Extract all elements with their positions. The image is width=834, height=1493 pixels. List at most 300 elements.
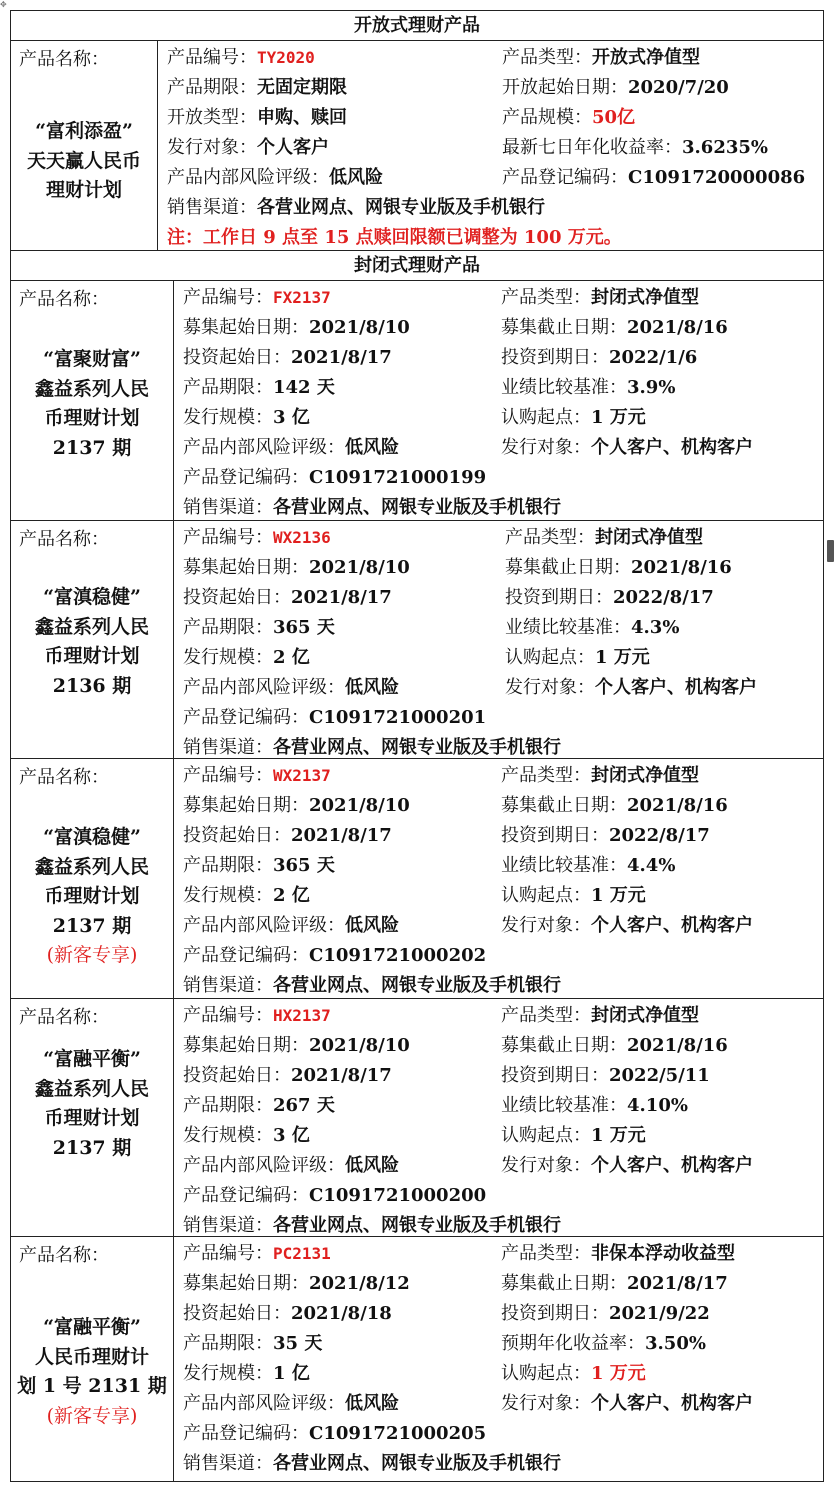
detail-field bbox=[183, 971, 561, 998]
field-value: 1 万元 bbox=[591, 1125, 646, 1146]
product-name-line: 币理财计划 bbox=[44, 645, 140, 667]
detail-field bbox=[183, 703, 486, 733]
product-name-line: 人民币理财计 bbox=[34, 1345, 149, 1368]
field-value: 低风险 bbox=[345, 1393, 399, 1414]
detail-row bbox=[183, 1299, 823, 1329]
detail-field bbox=[167, 73, 347, 103]
field-value: C1091721000200 bbox=[309, 1185, 487, 1206]
field-value: 267 天 bbox=[273, 1095, 335, 1116]
detail-field bbox=[183, 851, 335, 881]
detail-field bbox=[183, 1151, 399, 1181]
field-label: 产品内部风险评级： bbox=[183, 915, 345, 936]
detail-row bbox=[183, 911, 823, 941]
field-value: 142 天 bbox=[273, 377, 335, 398]
field-value: TY2020 bbox=[257, 48, 315, 67]
detail-field bbox=[167, 133, 329, 163]
detail-field bbox=[183, 1269, 410, 1299]
field-label: 产品登记编码： bbox=[183, 707, 309, 728]
closed-product-block bbox=[10, 758, 824, 999]
product-name-label: 产品名称： bbox=[19, 767, 109, 788]
detail-field bbox=[183, 911, 399, 941]
detail-field bbox=[183, 523, 331, 553]
detail-field bbox=[501, 1001, 699, 1031]
product-details-cell bbox=[173, 759, 823, 998]
field-value: 50亿 bbox=[592, 107, 636, 128]
field-value: 2022/8/17 bbox=[613, 587, 714, 608]
detail-row bbox=[183, 433, 823, 463]
detail-row bbox=[183, 941, 823, 971]
field-label: 产品编号： bbox=[183, 1005, 273, 1026]
detail-row bbox=[183, 1181, 823, 1211]
detail-field bbox=[502, 43, 700, 73]
field-label: 产品期限： bbox=[183, 617, 273, 638]
detail-row bbox=[183, 1359, 823, 1389]
closed-section-title: 封闭式理财产品 bbox=[10, 250, 824, 281]
detail-field bbox=[501, 283, 699, 313]
redemption-limit-note: 注：工作日 9 点至 15 点赎回限额已调整为 100 万元。 bbox=[167, 227, 622, 248]
field-value: 开放式净值型 bbox=[592, 47, 700, 68]
detail-row bbox=[183, 1389, 823, 1419]
detail-field bbox=[183, 313, 410, 343]
field-value: WX2136 bbox=[273, 528, 331, 547]
field-value: 4.4% bbox=[627, 855, 676, 876]
product-name-label: 产品名称： bbox=[19, 1007, 109, 1028]
field-label: 发行对象： bbox=[501, 915, 591, 936]
field-value: 3.6235% bbox=[682, 137, 768, 158]
field-value: 2021/8/16 bbox=[631, 557, 732, 578]
field-label: 产品类型： bbox=[505, 527, 595, 548]
product-name-line: “富融平衡” bbox=[43, 1316, 141, 1338]
product-name-cell bbox=[11, 41, 158, 250]
field-value: 1 万元 bbox=[595, 647, 650, 668]
move-handle-icon[interactable]: ✥ bbox=[0, 0, 7, 9]
field-label: 开放类型： bbox=[167, 107, 257, 128]
detail-field bbox=[183, 493, 561, 520]
field-label: 开放起始日期： bbox=[502, 77, 628, 98]
detail-row bbox=[183, 403, 823, 433]
field-label: 产品编号： bbox=[183, 287, 273, 308]
field-label: 产品内部风险评级： bbox=[183, 677, 345, 698]
product-name-label: 产品名称： bbox=[19, 529, 109, 550]
detail-row bbox=[167, 73, 823, 103]
field-label: 预期年化收益率： bbox=[501, 1333, 645, 1354]
detail-field bbox=[501, 1359, 646, 1389]
product-name-cell bbox=[11, 521, 174, 758]
field-value: 无固定期限 bbox=[257, 77, 347, 98]
field-value: 封闭式净值型 bbox=[595, 527, 703, 548]
field-value: 1 万元 bbox=[591, 407, 646, 428]
detail-field bbox=[183, 1211, 561, 1236]
field-label: 产品内部风险评级： bbox=[183, 437, 345, 458]
detail-field bbox=[167, 163, 383, 193]
field-label: 募集截止日期： bbox=[501, 1273, 627, 1294]
detail-field bbox=[505, 673, 757, 703]
detail-field bbox=[183, 1121, 310, 1151]
detail-field bbox=[502, 163, 805, 193]
detail-field bbox=[501, 1091, 688, 1121]
detail-field bbox=[183, 553, 410, 583]
field-label: 产品内部风险评级： bbox=[183, 1393, 345, 1414]
field-label: 产品编号： bbox=[167, 47, 257, 68]
product-name-label: 产品名称： bbox=[19, 1245, 109, 1266]
field-value: WX2137 bbox=[273, 766, 331, 785]
field-value: 2021/9/22 bbox=[609, 1303, 710, 1324]
detail-row bbox=[183, 1151, 823, 1181]
detail-row bbox=[183, 373, 823, 403]
field-label: 产品类型： bbox=[501, 765, 591, 786]
detail-row bbox=[183, 881, 823, 911]
detail-row bbox=[183, 971, 823, 998]
field-label: 业绩比较基准： bbox=[501, 855, 627, 876]
detail-row bbox=[183, 463, 823, 493]
field-value: 2021/8/17 bbox=[291, 587, 392, 608]
field-value: C1091721000201 bbox=[309, 707, 487, 728]
field-value: 1 万元 bbox=[591, 1363, 646, 1384]
detail-field bbox=[501, 1121, 646, 1151]
field-label: 销售渠道： bbox=[183, 975, 273, 996]
detail-field bbox=[501, 851, 675, 881]
field-value: 非保本浮动收益型 bbox=[591, 1243, 735, 1264]
product-name-line: 理财计划 bbox=[45, 179, 122, 201]
field-label: 发行规模： bbox=[183, 407, 273, 428]
detail-row bbox=[183, 703, 823, 733]
field-label: 产品编号： bbox=[183, 527, 273, 548]
detail-field bbox=[501, 1329, 706, 1359]
detail-row bbox=[183, 1449, 823, 1479]
product-name-line: “富利添盈” bbox=[35, 120, 133, 142]
field-label: 认购起点： bbox=[501, 1363, 591, 1384]
field-label: 发行规模： bbox=[183, 885, 273, 906]
detail-field bbox=[183, 821, 392, 851]
detail-field bbox=[167, 43, 315, 73]
field-label: 募集起始日期： bbox=[183, 1273, 309, 1294]
field-label: 发行对象： bbox=[505, 677, 595, 698]
field-label: 认购起点： bbox=[505, 647, 595, 668]
field-label: 产品内部风险评级： bbox=[183, 1155, 345, 1176]
detail-field bbox=[501, 761, 699, 791]
field-label: 发行对象： bbox=[501, 1393, 591, 1414]
field-value: 低风险 bbox=[345, 1155, 399, 1176]
field-value: 2021/8/18 bbox=[291, 1303, 392, 1324]
detail-field bbox=[505, 643, 650, 673]
detail-row bbox=[183, 791, 823, 821]
field-label: 产品登记编码： bbox=[183, 1185, 309, 1206]
field-value: 2021/8/17 bbox=[291, 825, 392, 846]
field-label: 发行对象： bbox=[167, 137, 257, 158]
detail-field bbox=[505, 583, 714, 613]
field-label: 产品登记编码： bbox=[183, 1423, 309, 1444]
product-name-line: 币理财计划 bbox=[44, 885, 140, 907]
detail-field bbox=[183, 643, 310, 673]
product-name-cell bbox=[11, 759, 174, 998]
field-value: 各营业网点、网银专业版及手机银行 bbox=[273, 1453, 561, 1474]
field-label: 销售渠道： bbox=[183, 1453, 273, 1474]
detail-field bbox=[501, 1239, 735, 1269]
field-label: 业绩比较基准： bbox=[501, 1095, 627, 1116]
field-label: 销售渠道： bbox=[167, 197, 257, 218]
detail-field bbox=[501, 373, 675, 403]
field-value: 365 天 bbox=[273, 855, 335, 876]
detail-field bbox=[183, 1091, 335, 1121]
detail-row bbox=[183, 1269, 823, 1299]
field-value: 申购、赎回 bbox=[257, 107, 347, 128]
field-value: 2021/8/16 bbox=[627, 317, 728, 338]
detail-row bbox=[183, 613, 823, 643]
detail-field bbox=[183, 881, 310, 911]
detail-row bbox=[183, 851, 823, 881]
detail-field bbox=[183, 373, 335, 403]
field-label: 产品期限： bbox=[183, 855, 273, 876]
product-name-line: 天天赢人民币 bbox=[26, 149, 141, 172]
detail-row bbox=[183, 1061, 823, 1091]
field-value: 3.50% bbox=[645, 1333, 706, 1354]
detail-row bbox=[183, 283, 823, 313]
field-value: 4.3% bbox=[631, 617, 680, 638]
detail-field bbox=[501, 1389, 753, 1419]
detail-row bbox=[183, 761, 823, 791]
field-label: 投资到期日： bbox=[501, 825, 609, 846]
field-value: 2022/8/17 bbox=[609, 825, 710, 846]
field-label: 投资到期日： bbox=[501, 1303, 609, 1324]
field-value: 低风险 bbox=[345, 915, 399, 936]
detail-field bbox=[183, 1329, 322, 1359]
detail-row bbox=[183, 343, 823, 373]
field-label: 募集起始日期： bbox=[183, 795, 309, 816]
detail-row bbox=[183, 553, 823, 583]
detail-row bbox=[183, 673, 823, 703]
field-value: 各营业网点、网银专业版及手机银行 bbox=[257, 197, 545, 218]
detail-field bbox=[501, 313, 728, 343]
field-value: C1091721000202 bbox=[309, 945, 487, 966]
field-value: HX2137 bbox=[273, 1006, 331, 1025]
field-value: 1 亿 bbox=[273, 1363, 310, 1384]
field-label: 投资起始日： bbox=[183, 1065, 291, 1086]
detail-row bbox=[183, 1419, 823, 1449]
field-value: 2021/8/10 bbox=[309, 557, 410, 578]
product-name-line: “富滇稳健” bbox=[43, 586, 141, 608]
detail-field bbox=[183, 941, 486, 971]
field-value: 各营业网点、网银专业版及手机银行 bbox=[273, 975, 561, 996]
detail-field bbox=[183, 1419, 486, 1449]
field-value: PC2131 bbox=[273, 1244, 331, 1263]
field-label: 投资起始日： bbox=[183, 587, 291, 608]
field-value: 3.9% bbox=[627, 377, 676, 398]
field-value: 低风险 bbox=[345, 437, 399, 458]
field-value: 各营业网点、网银专业版及手机银行 bbox=[273, 737, 561, 758]
open-product-block bbox=[10, 40, 824, 251]
detail-row bbox=[167, 163, 823, 193]
field-value: 3 亿 bbox=[273, 407, 310, 428]
product-name-line: 2137 期 bbox=[52, 1136, 132, 1159]
field-value: FX2137 bbox=[273, 288, 331, 307]
detail-field bbox=[183, 343, 392, 373]
product-name-label: 产品名称： bbox=[19, 289, 109, 310]
detail-field bbox=[183, 1449, 561, 1479]
field-value: 各营业网点、网银专业版及手机银行 bbox=[273, 1215, 561, 1236]
detail-field bbox=[183, 1061, 392, 1091]
detail-field bbox=[501, 343, 697, 373]
product-name-line: 鑫益系列人民 bbox=[34, 377, 149, 400]
detail-field bbox=[167, 193, 545, 223]
detail-field bbox=[183, 1239, 331, 1269]
product-name bbox=[11, 117, 157, 206]
detail-field bbox=[501, 1269, 728, 1299]
product-name bbox=[11, 1313, 173, 1431]
detail-row bbox=[167, 43, 823, 73]
field-label: 认购起点： bbox=[501, 1125, 591, 1146]
detail-field bbox=[501, 791, 728, 821]
product-name-label: 产品名称： bbox=[19, 49, 109, 70]
closed-product-block bbox=[10, 280, 824, 521]
detail-field bbox=[183, 1031, 410, 1061]
field-value: 2021/8/17 bbox=[291, 347, 392, 368]
field-value: 2021/8/10 bbox=[309, 795, 410, 816]
field-label: 募集截止日期： bbox=[501, 317, 627, 338]
detail-row bbox=[167, 133, 823, 163]
detail-row bbox=[183, 821, 823, 851]
field-value: 365 天 bbox=[273, 617, 335, 638]
field-label: 产品期限： bbox=[183, 377, 273, 398]
field-value: 低风险 bbox=[345, 677, 399, 698]
field-value: 2 亿 bbox=[273, 647, 310, 668]
product-name-line: 划 1 号 2131 期 bbox=[17, 1375, 167, 1397]
product-name-cell bbox=[11, 281, 174, 520]
detail-row bbox=[183, 1211, 823, 1236]
field-label: 发行对象： bbox=[501, 1155, 591, 1176]
product-name-line: 鑫益系列人民 bbox=[34, 855, 149, 878]
detail-field bbox=[183, 673, 399, 703]
field-label: 产品登记编码： bbox=[502, 167, 628, 188]
field-value: 3 亿 bbox=[273, 1125, 310, 1146]
detail-row bbox=[183, 583, 823, 613]
field-value: 2021/8/10 bbox=[309, 317, 410, 338]
detail-field bbox=[183, 1299, 392, 1329]
field-value: 2021/8/16 bbox=[627, 795, 728, 816]
field-label: 产品期限： bbox=[167, 77, 257, 98]
product-name-line: 2137 期 bbox=[52, 914, 132, 937]
field-label: 产品登记编码： bbox=[183, 467, 309, 488]
field-label: 发行规模： bbox=[183, 1125, 273, 1146]
field-label: 产品规模： bbox=[502, 107, 592, 128]
field-label: 募集截止日期： bbox=[505, 557, 631, 578]
field-label: 认购起点： bbox=[501, 407, 591, 428]
field-label: 募集起始日期： bbox=[183, 1035, 309, 1056]
field-label: 产品内部风险评级： bbox=[167, 167, 329, 188]
detail-field bbox=[501, 1151, 753, 1181]
detail-field bbox=[183, 403, 310, 433]
field-value: 2020/7/20 bbox=[628, 77, 729, 98]
product-name-line: “富滇稳健” bbox=[43, 826, 141, 848]
detail-row bbox=[167, 103, 823, 133]
field-value: 个人客户 bbox=[257, 137, 329, 158]
product-name bbox=[11, 583, 173, 701]
detail-row bbox=[183, 1001, 823, 1031]
detail-field bbox=[167, 103, 347, 133]
field-label: 产品编号： bbox=[183, 765, 273, 786]
product-name-line: 鑫益系列人民 bbox=[34, 615, 149, 638]
field-value: C1091721000205 bbox=[309, 1423, 487, 1444]
field-label: 投资起始日： bbox=[183, 1303, 291, 1324]
field-value: 2021/8/12 bbox=[309, 1273, 410, 1294]
field-label: 销售渠道： bbox=[183, 497, 273, 518]
field-label: 产品期限： bbox=[183, 1333, 273, 1354]
field-label: 投资到期日： bbox=[501, 1065, 609, 1086]
detail-field bbox=[183, 463, 486, 493]
detail-field bbox=[183, 1389, 399, 1419]
detail-field bbox=[183, 791, 410, 821]
detail-field bbox=[183, 733, 561, 758]
product-name bbox=[11, 823, 173, 971]
detail-field bbox=[505, 613, 679, 643]
product-name-line: 币理财计划 bbox=[44, 1107, 140, 1129]
detail-row bbox=[183, 643, 823, 673]
field-label: 募集截止日期： bbox=[501, 1035, 627, 1056]
detail-row bbox=[183, 1031, 823, 1061]
field-value: 35 天 bbox=[273, 1333, 323, 1354]
field-label: 业绩比较基准： bbox=[501, 377, 627, 398]
detail-row bbox=[183, 1091, 823, 1121]
product-name-line: “富融平衡” bbox=[43, 1048, 141, 1070]
detail-row bbox=[183, 523, 823, 553]
detail-field bbox=[502, 133, 768, 163]
field-value: 封闭式净值型 bbox=[591, 1005, 699, 1026]
detail-field bbox=[502, 73, 729, 103]
open-section-title: 开放式理财产品 bbox=[10, 10, 824, 41]
detail-row bbox=[183, 733, 823, 758]
detail-field bbox=[183, 1359, 310, 1389]
product-name-cell bbox=[11, 1237, 174, 1481]
new-customer-badge: (新客专享) bbox=[46, 944, 138, 966]
field-value: 低风险 bbox=[329, 167, 383, 188]
detail-field bbox=[501, 1299, 710, 1329]
detail-field bbox=[501, 1031, 728, 1061]
product-name-line: 2137 期 bbox=[52, 436, 132, 459]
product-name bbox=[11, 1045, 173, 1163]
field-label: 发行规模： bbox=[183, 647, 273, 668]
field-value: C1091720000086 bbox=[628, 167, 806, 188]
field-value: 2022/1/6 bbox=[609, 347, 698, 368]
field-label: 产品类型： bbox=[501, 1243, 591, 1264]
field-value: 个人客户、机构客户 bbox=[591, 915, 753, 936]
field-label: 募集截止日期： bbox=[501, 795, 627, 816]
field-label: 产品类型： bbox=[501, 1005, 591, 1026]
detail-field bbox=[501, 433, 753, 463]
field-label: 销售渠道： bbox=[183, 737, 273, 758]
side-expand-handle[interactable] bbox=[827, 540, 834, 562]
detail-row bbox=[183, 1329, 823, 1359]
detail-row bbox=[183, 493, 823, 520]
field-label: 产品期限： bbox=[183, 1095, 273, 1116]
detail-field bbox=[501, 911, 753, 941]
field-value: 个人客户、机构客户 bbox=[595, 677, 757, 698]
product-name-line: 鑫益系列人民 bbox=[34, 1077, 149, 1100]
product-table bbox=[10, 10, 824, 1482]
closed-product-block bbox=[10, 1236, 824, 1482]
closed-product-block bbox=[10, 998, 824, 1237]
detail-row bbox=[183, 313, 823, 343]
detail-field bbox=[501, 1061, 710, 1091]
detail-field bbox=[501, 881, 646, 911]
field-label: 发行规模： bbox=[183, 1363, 273, 1384]
field-label: 最新七日年化收益率： bbox=[502, 137, 682, 158]
product-name-line: 2136 期 bbox=[52, 674, 132, 697]
field-label: 产品登记编码： bbox=[183, 945, 309, 966]
field-label: 业绩比较基准： bbox=[505, 617, 631, 638]
field-value: 2 亿 bbox=[273, 885, 310, 906]
new-customer-badge: (新客专享) bbox=[46, 1404, 138, 1427]
detail-field bbox=[501, 821, 710, 851]
field-label: 投资到期日： bbox=[505, 587, 613, 608]
